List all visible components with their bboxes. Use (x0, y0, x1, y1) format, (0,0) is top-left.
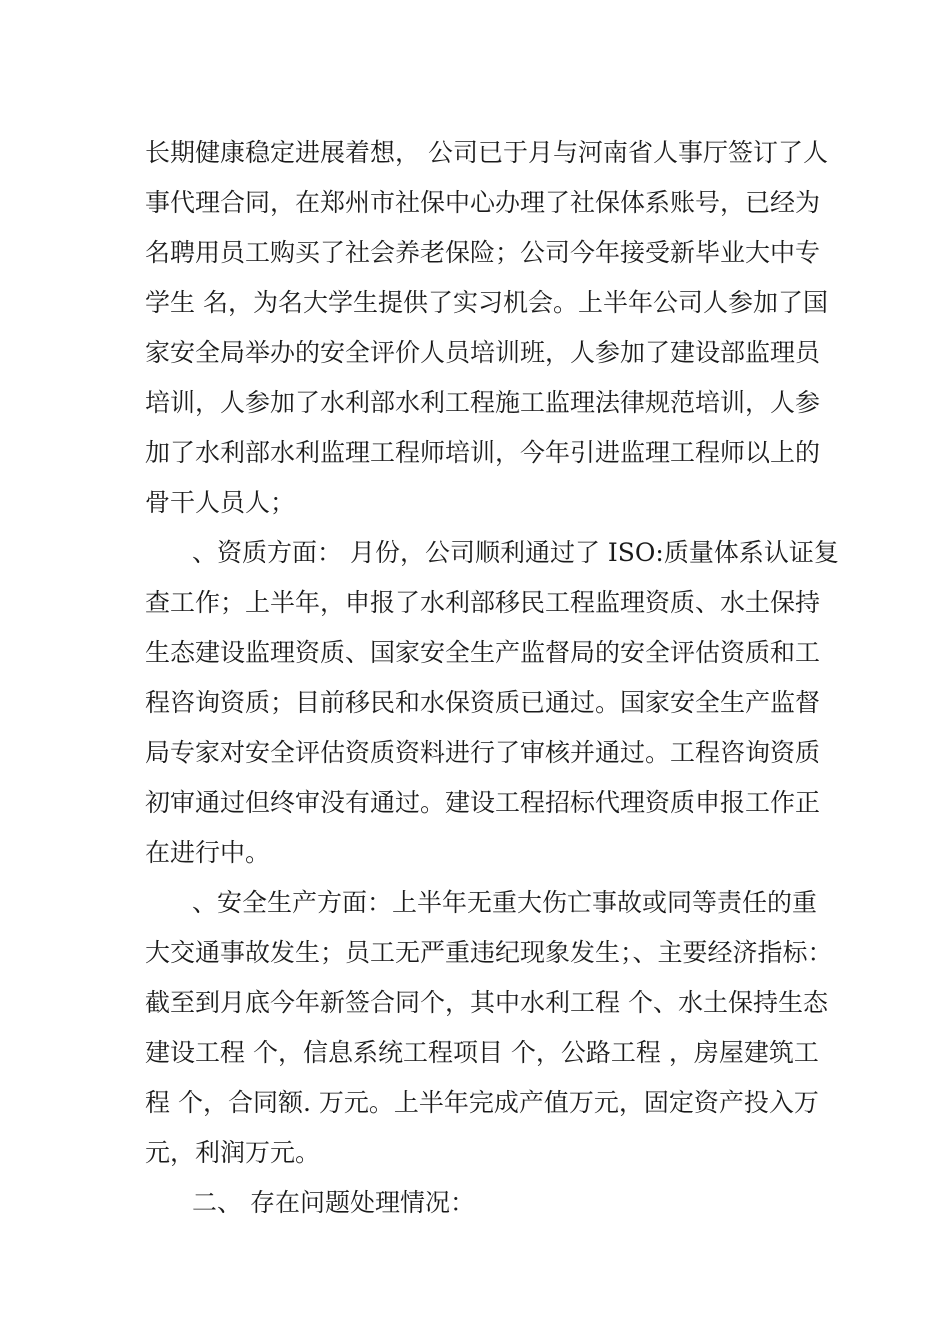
text-line: 家安全局举办的安全评价人员培训班，人参加了建设部监理员 (145, 338, 821, 367)
text-line: 骨干人员人； (145, 488, 296, 517)
paragraph-start-line: 、安全生产方面：上半年无重大伤亡事故或同等责任的重 (192, 888, 818, 917)
text-line: 大交通事故发生；员工无严重违纪现象发生；、主要经济指标： (145, 938, 833, 967)
text-line: 程 个，合同额. 万元。上半年完成产值万元，固定资产投入万 (145, 1088, 819, 1117)
text-line: 建设工程 个，信息系统工程项目 个，公路工程 ，房屋建筑工 (145, 1038, 819, 1067)
text-line: 截至到月底今年新签合同个，其中水利工程 个、水土保持生态 (145, 988, 828, 1017)
text-line: 在进行中。 (145, 838, 271, 867)
text-line: 长期健康稳定进展着想， 公司已于月与河南省人事厅签订了人 (145, 138, 828, 167)
text-line: 程咨询资质；目前移民和水保资质已通过。国家安全生产监督 (145, 688, 821, 717)
section-heading: 二、 存在问题处理情况： (192, 1188, 475, 1217)
text-line: 初审通过但终审没有通过。建设工程招标代理资质申报工作正 (145, 788, 821, 817)
text-line: 培训，人参加了水利部水利工程施工监理法律规范培训，人参 (145, 388, 821, 417)
text-line: 事代理合同，在郑州市社保中心办理了社保体系账号，已经为 (145, 188, 821, 217)
paragraph-start-line: 、资质方面： 月份，公司顺利通过了 ISO:质量体系认证复 (192, 538, 839, 567)
text-line: 生态建设监理资质、国家安全生产监督局的安全评估资质和工 (145, 638, 821, 667)
text-line: 学生 名，为名大学生提供了实习机会。上半年公司人参加了国 (145, 288, 828, 317)
text-line: 元，利润万元。 (145, 1138, 321, 1167)
text-line: 加了水利部水利监理工程师培训，今年引进监理工程师以上的 (145, 438, 821, 467)
text-line: 查工作；上半年，申报了水利部移民工程监理资质、水土保持 (145, 588, 821, 617)
text-line: 名聘用员工购买了社会养老保险；公司今年接受新毕业大中专 (145, 238, 821, 267)
text-line: 局专家对安全评估资质资料进行了审核并通过。工程咨询资质 (145, 738, 821, 767)
